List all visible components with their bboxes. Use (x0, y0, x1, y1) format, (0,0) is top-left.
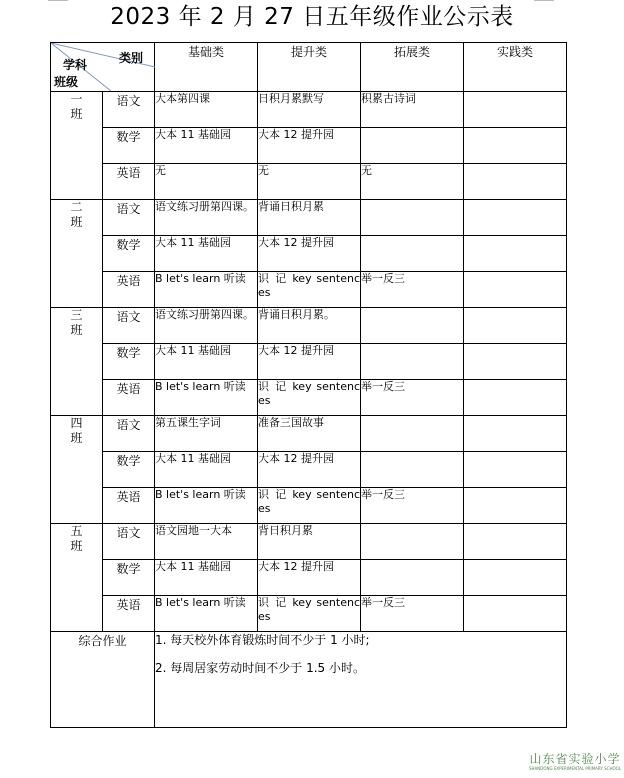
assignment-cell-practice (464, 92, 567, 128)
table-row (51, 560, 567, 596)
assignment-cell-extended (361, 344, 464, 380)
comprehensive-row (51, 632, 567, 728)
class-name-suffix: 班 (70, 107, 83, 121)
class-name-cell (51, 92, 103, 200)
assignment-cell-advanced: 识 记 key sentences (258, 380, 361, 416)
subject-cell: 语文 (103, 524, 155, 560)
assignment-cell-advanced: 大本 12 提升园 (258, 128, 361, 164)
corner-class-label: 班级 (54, 75, 79, 89)
class-name-number: 五 (70, 524, 83, 538)
assignment-cell-practice (464, 560, 567, 596)
assignment-cell-extended (361, 452, 464, 488)
assignment-cell-basic: 大本 11 基础园 (155, 560, 258, 596)
table-row (51, 380, 567, 416)
assignment-cell-practice (464, 452, 567, 488)
assignment-cell-extended: 举一反三 (361, 380, 464, 416)
class-name-cell (51, 524, 103, 632)
table-row (51, 200, 567, 236)
assignment-cell-basic: 大本 11 基础园 (155, 344, 258, 380)
assignment-cell-extended: 积累古诗词 (361, 92, 464, 128)
subject-cell: 数学 (103, 560, 155, 596)
assignment-cell-basic: 大本 11 基础园 (155, 452, 258, 488)
assignment-cell-practice (464, 416, 567, 452)
table-row (51, 452, 567, 488)
column-header-practice: 实践类 (464, 43, 567, 92)
subject-cell: 数学 (103, 128, 155, 164)
column-header-extended: 拓展类 (361, 43, 464, 92)
table-row (51, 596, 567, 632)
school-logo (528, 752, 622, 772)
assignment-cell-basic: 大本第四课 (155, 92, 258, 128)
assignment-cell-advanced: 大本 12 提升园 (258, 560, 361, 596)
assignment-cell-practice (464, 236, 567, 272)
assignment-cell-advanced: 背诵日积月累 (258, 200, 361, 236)
comprehensive-content (155, 632, 567, 728)
comprehensive-item: 2. 每周居家劳动时间不少于 1.5 小时。 (155, 661, 365, 675)
table-row (51, 164, 567, 200)
assignment-cell-basic: 语文练习册第四课。 (155, 200, 258, 236)
subject-cell: 英语 (103, 272, 155, 308)
assignment-cell-practice (464, 524, 567, 560)
header-row (51, 43, 567, 92)
page-edge-mark (534, 0, 554, 1)
column-header-basic: 基础类 (155, 43, 258, 92)
school-logo-name: 山东省实验小学 (529, 752, 621, 766)
class-name-suffix: 班 (70, 431, 83, 445)
table-row (51, 344, 567, 380)
subject-cell: 语文 (103, 92, 155, 128)
assignment-cell-practice (464, 380, 567, 416)
assignment-cell-basic: 第五课生字词 (155, 416, 258, 452)
subject-cell: 数学 (103, 344, 155, 380)
assignment-cell-practice (464, 164, 567, 200)
column-header-advanced: 提升类 (258, 43, 361, 92)
assignment-cell-advanced: 无 (258, 164, 361, 200)
assignment-cell-practice (464, 128, 567, 164)
assignment-cell-basic: B let's learn 听读 (155, 488, 258, 524)
assignment-cell-basic: B let's learn 听读 (155, 380, 258, 416)
assignment-cell-advanced: 日积月累默写 (258, 92, 361, 128)
assignment-cell-practice (464, 308, 567, 344)
assignment-cell-practice (464, 200, 567, 236)
assignment-cell-extended: 举一反三 (361, 272, 464, 308)
class-name-number: 四 (70, 416, 83, 430)
assignment-cell-advanced: 大本 12 提升园 (258, 344, 361, 380)
table-row (51, 524, 567, 560)
assignment-cell-basic: B let's learn 听读 (155, 272, 258, 308)
table-row (51, 272, 567, 308)
subject-cell: 数学 (103, 236, 155, 272)
assignment-cell-extended (361, 308, 464, 344)
assignment-cell-basic: 大本 11 基础园 (155, 236, 258, 272)
class-name-number: 二 (70, 200, 83, 214)
assignment-cell-extended (361, 236, 464, 272)
table-row (51, 488, 567, 524)
comprehensive-label: 综合作业 (51, 632, 155, 728)
assignment-cell-extended (361, 560, 464, 596)
subject-cell: 英语 (103, 488, 155, 524)
assignment-cell-advanced: 识 记 key sentences (258, 488, 361, 524)
assignment-cell-extended: 举一反三 (361, 488, 464, 524)
assignment-cell-extended (361, 524, 464, 560)
table-row (51, 92, 567, 128)
assignment-cell-basic: 大本 11 基础园 (155, 128, 258, 164)
table-row (51, 416, 567, 452)
assignment-cell-advanced: 背诵日积月累。 (258, 308, 361, 344)
subject-cell: 英语 (103, 380, 155, 416)
assignment-cell-basic: 语文练习册第四课。 (155, 308, 258, 344)
school-logo-english: SHANDONG EXPERIMENTAL PRIMARY SCHOOL (528, 766, 622, 771)
assignment-cell-extended: 举一反三 (361, 596, 464, 632)
class-name-suffix: 班 (70, 323, 83, 337)
assignment-cell-advanced: 大本 12 提升园 (258, 452, 361, 488)
assignment-cell-practice (464, 272, 567, 308)
class-name-cell (51, 416, 103, 524)
class-name-cell (51, 308, 103, 416)
page-title: 2023 年 2 月 27 日五年级作业公示表 (110, 4, 514, 30)
assignment-cell-basic: B let's learn 听读 (155, 596, 258, 632)
class-name-suffix: 班 (70, 215, 83, 229)
subject-cell: 语文 (103, 308, 155, 344)
assignment-cell-practice (464, 488, 567, 524)
assignment-cell-advanced: 识 记 key sentences (258, 596, 361, 632)
assignment-cell-basic: 无 (155, 164, 258, 200)
assignment-cell-extended (361, 200, 464, 236)
class-name-number: 一 (70, 92, 83, 106)
assignment-cell-basic: 语文园地一大本 (155, 524, 258, 560)
class-name-number: 三 (70, 308, 83, 322)
homework-table (50, 42, 567, 728)
assignment-cell-extended (361, 128, 464, 164)
subject-cell: 数学 (103, 452, 155, 488)
assignment-cell-advanced: 准备三国故事 (258, 416, 361, 452)
page-edge-mark (48, 0, 68, 1)
assignment-cell-advanced: 背日积月累 (258, 524, 361, 560)
assignment-cell-extended (361, 416, 464, 452)
assignment-cell-practice (464, 344, 567, 380)
subject-cell: 英语 (103, 596, 155, 632)
assignment-cell-advanced: 识 记 key sentences (258, 272, 361, 308)
class-name-cell (51, 200, 103, 308)
table-row (51, 128, 567, 164)
corner-category-label: 类别 (119, 51, 144, 65)
diagonal-header-cell (51, 43, 155, 92)
assignment-cell-practice (464, 596, 567, 632)
assignment-cell-advanced: 大本 12 提升园 (258, 236, 361, 272)
subject-cell: 语文 (103, 416, 155, 452)
assignment-cell-extended: 无 (361, 164, 464, 200)
table-row (51, 308, 567, 344)
subject-cell: 语文 (103, 200, 155, 236)
class-name-suffix: 班 (70, 539, 83, 553)
table-row (51, 236, 567, 272)
comprehensive-item: 1. 每天校外体育锻炼时间不少于 1 小时; (155, 633, 370, 647)
corner-subject-label: 学科 (63, 58, 88, 72)
subject-cell: 英语 (103, 164, 155, 200)
